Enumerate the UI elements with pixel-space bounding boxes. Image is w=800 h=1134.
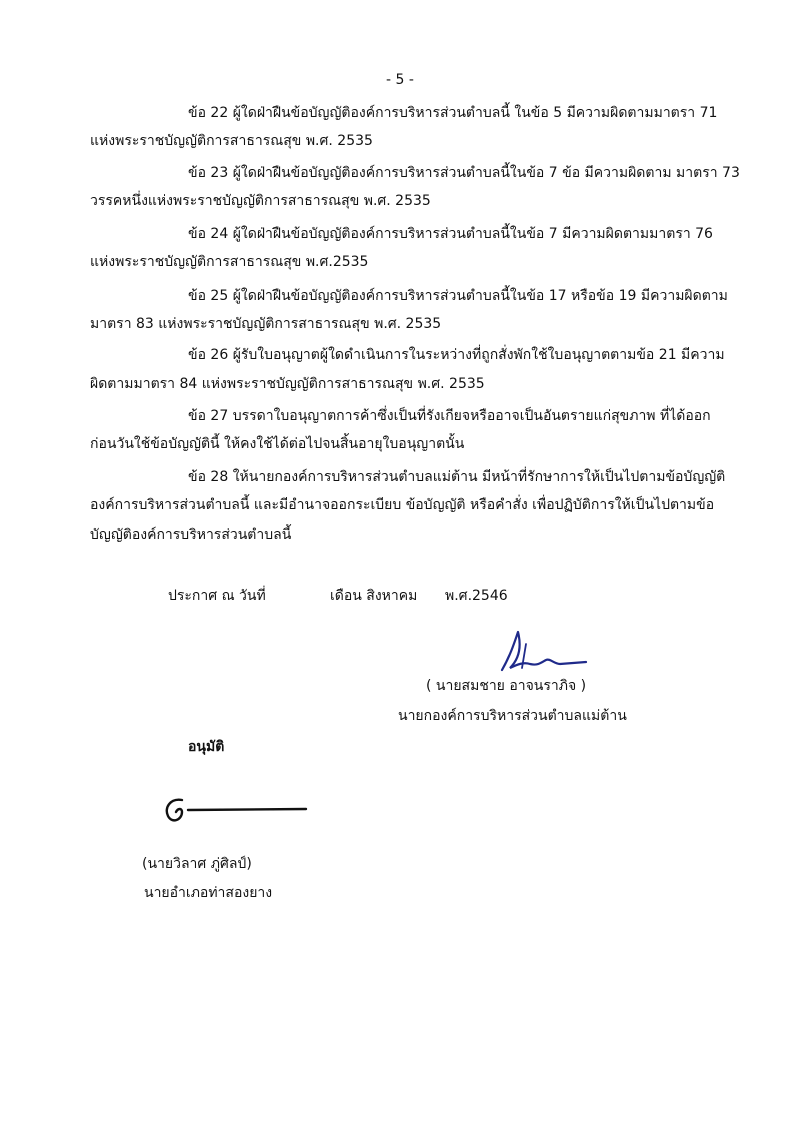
signer-2-position: นายอำเภอท่าสองยาง <box>144 885 273 901</box>
clause-28-line-3: บัญญัติองค์การบริหารส่วนตำบลนี้ <box>90 527 292 543</box>
signer-1-position: นายกองค์การบริหารส่วนตำบลแม่ต้าน <box>398 708 627 724</box>
clause-25-line-2: มาตรา 83 แห่งพระราชบัญญัติการสาธารณสุข พ.ศ. 2535 <box>90 316 442 332</box>
signature-1-graphic <box>488 622 588 682</box>
clause-27-line-1: ข้อ 27 บรรดาใบอนุญาตการค้าซึ่งเป็นที่รังเกียจหรืออาจเป็นอันตรายแก่สุขภาพ ที่ได้ออก <box>188 408 711 424</box>
clause-23-line-2: วรรคหนึ่งแห่งพระราชบัญญัติการสาธารณสุข พ.ศ. 2535 <box>90 193 431 209</box>
clause-23-line-1: ข้อ 23 ผู้ใดฝ่าฝืนข้อบัญญัติองค์การบริหารส่วนตำบลนี้ในข้อ 7 ข้อ มีความผิดตาม มาตรา 73 <box>188 165 740 181</box>
clause-27-line-2: ก่อนวันใช้ข้อบัญญัตินี้ ให้คงใช้ได้ต่อไปจนสิ้นอายุใบอนุญาตนั้น <box>90 436 465 452</box>
clause-22-line-2: แห่งพระราชบัญญัติการสาธารณสุข พ.ศ. 2535 <box>90 133 373 149</box>
approval-label: อนุมัติ <box>188 739 225 755</box>
page-number: - 5 - <box>386 72 414 88</box>
clause-25-line-1: ข้อ 25 ผู้ใดฝ่าฝืนข้อบัญญัติองค์การบริหารส่วนตำบลนี้ในข้อ 17 หรือข้อ 19 มีความผิดตาม <box>188 288 728 304</box>
clause-22-line-1: ข้อ 22 ผู้ใดฝ่าฝืนข้อบัญญัติองค์การบริหารส่วนตำบลนี้ ในข้อ 5 มีความผิดตามมาตรา 71 <box>188 105 718 121</box>
clause-24-line-2: แห่งพระราชบัญญัติการสาธารณสุข พ.ศ.2535 <box>90 254 369 270</box>
announcement-year: พ.ศ.2546 <box>445 588 508 604</box>
clause-24-line-1: ข้อ 24 ผู้ใดฝ่าฝืนข้อบัญญัติองค์การบริหารส่วนตำบลนี้ในข้อ 7 มีความผิดตามมาตรา 76 <box>188 226 713 242</box>
signer-1-name: ( นายสมชาย อาจนราภิจ ) <box>426 678 587 694</box>
clause-26-line-1: ข้อ 26 ผู้รับใบอนุญาตผู้ใดดำเนินการในระหว่างที่ถูกสั่งพักใช้ใบอนุญาตตามข้อ 21 มีความ <box>188 347 725 363</box>
announcement-prefix: ประกาศ ณ วันที่ <box>168 588 266 604</box>
clause-28-line-2: องค์การบริหารส่วนตำบลนี้ และมีอำนาจออกระเบียบ ข้อบัญญัติ หรือคำสั่ง เพื่อปฏิบัติการให้เป็นไปตามข้อ <box>90 497 715 513</box>
clause-28-line-1: ข้อ 28 ให้นายกองค์การบริหารส่วนตำบลแม่ต้าน มีหน้าที่รักษาการให้เป็นไปตามข้อบัญญัติ <box>188 469 726 485</box>
announcement-month: เดือน สิงหาคม <box>330 588 418 604</box>
signature-2-graphic <box>158 792 318 828</box>
clause-26-line-2: ผิดตามมาตรา 84 แห่งพระราชบัญญัติการสาธารณสุข พ.ศ. 2535 <box>90 376 485 392</box>
signer-2-name: (นายวิลาศ ภู่ศิลป์) <box>142 856 252 872</box>
